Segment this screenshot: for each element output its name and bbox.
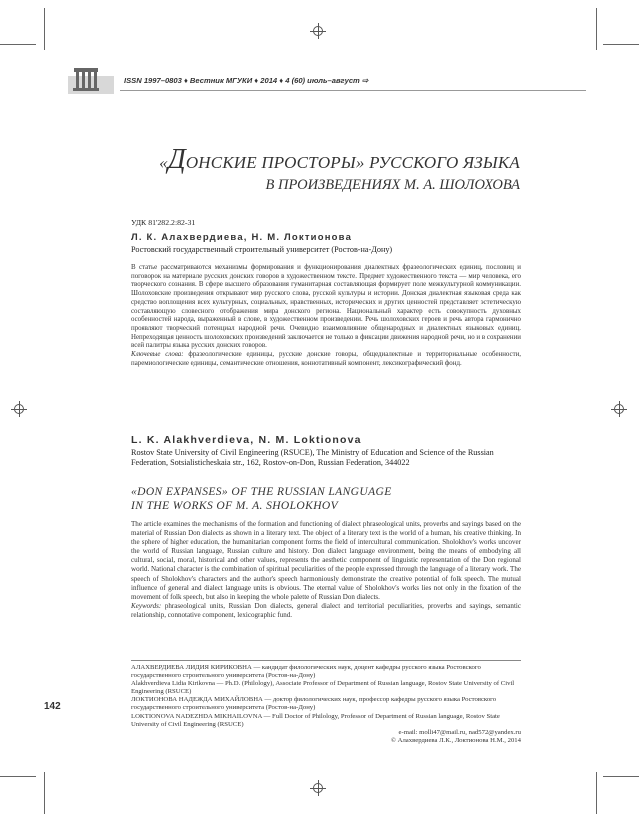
running-header — [68, 66, 588, 96]
registration-mark — [614, 404, 624, 414]
journal-line: ISSN 1997–0803 ♦ Вестник МГУКИ ♦ 2014 ♦ 4 (60) июль–август ⇨ — [124, 76, 369, 85]
journal-column-logo-icon — [68, 66, 114, 94]
title-line-1: ОНСКИЕ ПРОСТОРЫ» РУССКОГО ЯЗЫКА — [185, 153, 520, 172]
article-title-ru — [150, 144, 520, 196]
title-en-line-1: «DON EXPANSES» OF THE RUSSIAN LANGUAGE — [131, 486, 392, 498]
title-line-2: В ПРОИЗВЕДЕНИЯХ М. А. ШОЛОХОВА — [265, 177, 520, 193]
bio-divider — [131, 660, 521, 661]
authors-en: L. K. Alakhverdieva, N. M. Loktionova — [131, 434, 362, 446]
crop-mark — [603, 776, 639, 777]
title-en-line-2: IN THE WORKS OF M. A. SHOLOKHOV — [131, 499, 339, 512]
bio-ru-2: ЛОКТИОНОВА НАДЕЖДА МИХАЙЛОВНА — доктор филологических наук, профессор кафедры русского языка Ростовского государственного строительного университета (Ростов-на-Дону) — [131, 696, 497, 712]
affiliation-en: Rostov State University of Civil Engineering (RSUCE), The Ministry of Education and Science of the Russian Federation, Sotsialisticheskaia str., 162, Rostov-on-Don, Russian Federation, 344022 — [131, 448, 494, 467]
title-drop-letter: Д — [167, 144, 186, 175]
bio-en-2: LOKTIONOVA NADEZHDA MIKHAILOVNA — Full Doctor of Philology, Professor of Department of Russian language, Rostov State University of Civil Engineering (RSUCE) — [131, 712, 500, 728]
keywords-en — [131, 602, 521, 620]
author-bios — [131, 664, 521, 745]
registration-mark — [313, 26, 323, 36]
header-rule — [120, 90, 586, 91]
crop-mark — [0, 776, 36, 777]
keywords-ru — [131, 351, 521, 368]
keywords-ru-text: фразеологические единицы, русские донские говоры, общедиалектные и территориальные особенности, паремиологические единицы, семантические отношения, коннотативный компонент, лексикографический фонд. — [131, 351, 521, 367]
bio-ru-1: АЛАХВЕРДИЕВА ЛИДИЯ КИРИКОВНА — кандидат филологических наук, доцент кафедры русского языка Ростовского государственного строительного университета (Ростов-на-Дону) — [131, 664, 481, 680]
keywords-ru-label: Ключевые слова: — [131, 351, 184, 359]
registration-mark — [14, 404, 24, 414]
crop-mark — [0, 44, 36, 45]
crop-mark — [596, 8, 597, 50]
bio-en-1: Alakhverdieva Lidia Kirikovna — Ph.D. (Philology), Associate Professor of Department of Russian language, Rostov State University of Civil Engineering (RSUCE) — [131, 680, 515, 696]
page-number: 142 — [44, 701, 61, 712]
udk-code: УДК 81'282.2:82-31 — [131, 218, 196, 227]
abstract-ru-text: В статье рассматриваются механизмы формирования и функционирования диалектных фразеологических единиц, пословиц и поговорок на материале русских донских говоров в художественном тексте. Предмет художественного текста — мир человека, его творческого сознания. В сфере высшего образования гуманитарная составляющая формирует поле межкультурной коммуникации. Шолоховские произведения открывают мир русского слова, русской культуры и истории. Донская диалектная языковая среда как средство воплощения всех культурных, социальных, нравственных, исторических и других ценностей представляет эстетическую составляющую словесного отображения мира донского региона. Национальный характер есть совокупность духовных особенностей народа, выраженный в слове, в художественном произведении. Речь шолоховских героев и речь автора гармонично проявляют творческий потенциал народной речи. Очевидно взаимовлияние общенародных и диалектных языковых единиц. Непреходящая ценность шолоховских произведений заключается не только в фиксации движения народной речи, но и в сохранении всей палитры языка русских донских говоров. — [131, 264, 521, 350]
crop-mark — [44, 8, 45, 50]
keywords-en-label: Keywords: — [131, 601, 162, 610]
abstract-en-text: The article examines the mechanisms of the formation and functioning of dialect phraseological units, proverbs and sayings based on the material of Russian Don dialects as shown in a literary text. The object of a literary text is the world of a human, his creative thinking. In the sphere of higher education, the humanitarian component forms the field of intercultural communication. Sholokhov's works uncover the world of Russian language, Russian culture and history. Don dialect language environment, being the means of embodying all cultural, social, moral, historical and other values, represents the aesthetic component of linguistic representation of the Don regional world. National character is the combination of spiritual peculiarities of the people expressed through the language of a literary work. The speech of Sholokhov's characters and the author's speech harmoniously demonstrate the creative potential of folk speech. The mutual influence of general and dialect language units is obvious. The eternal value of Sholokhov's works lies not only in the fixation of the movement of folk speech, but also in keeping the whole palette of Russian Don dialects. — [131, 520, 521, 601]
keywords-en-text: phraseological units, Russian Don dialects, general dialect and territorial peculiarities, proverbs and sayings, semantic relationship, connotative component, lexicographic fund. — [131, 601, 521, 619]
abstract-ru — [131, 264, 521, 368]
article-title-en — [131, 486, 521, 513]
authors-ru: Л. К. Алахвердиева, Н. М. Локтионова — [131, 232, 353, 243]
crop-mark — [603, 44, 639, 45]
crop-mark — [44, 772, 45, 814]
abstract-en — [131, 520, 521, 620]
copyright: © Алахвердиева Л.К., Локтионова Н.М., 2014 — [390, 736, 521, 744]
registration-mark — [313, 783, 323, 793]
crop-mark — [596, 772, 597, 814]
author-emails: e-mail: molli47@mail.ru, nad572@yandex.ru — [398, 728, 521, 736]
affiliation-ru: Ростовский государственный строительный университет (Ростов-на-Дону) — [131, 245, 393, 254]
title-open-quote: « — [159, 153, 168, 172]
